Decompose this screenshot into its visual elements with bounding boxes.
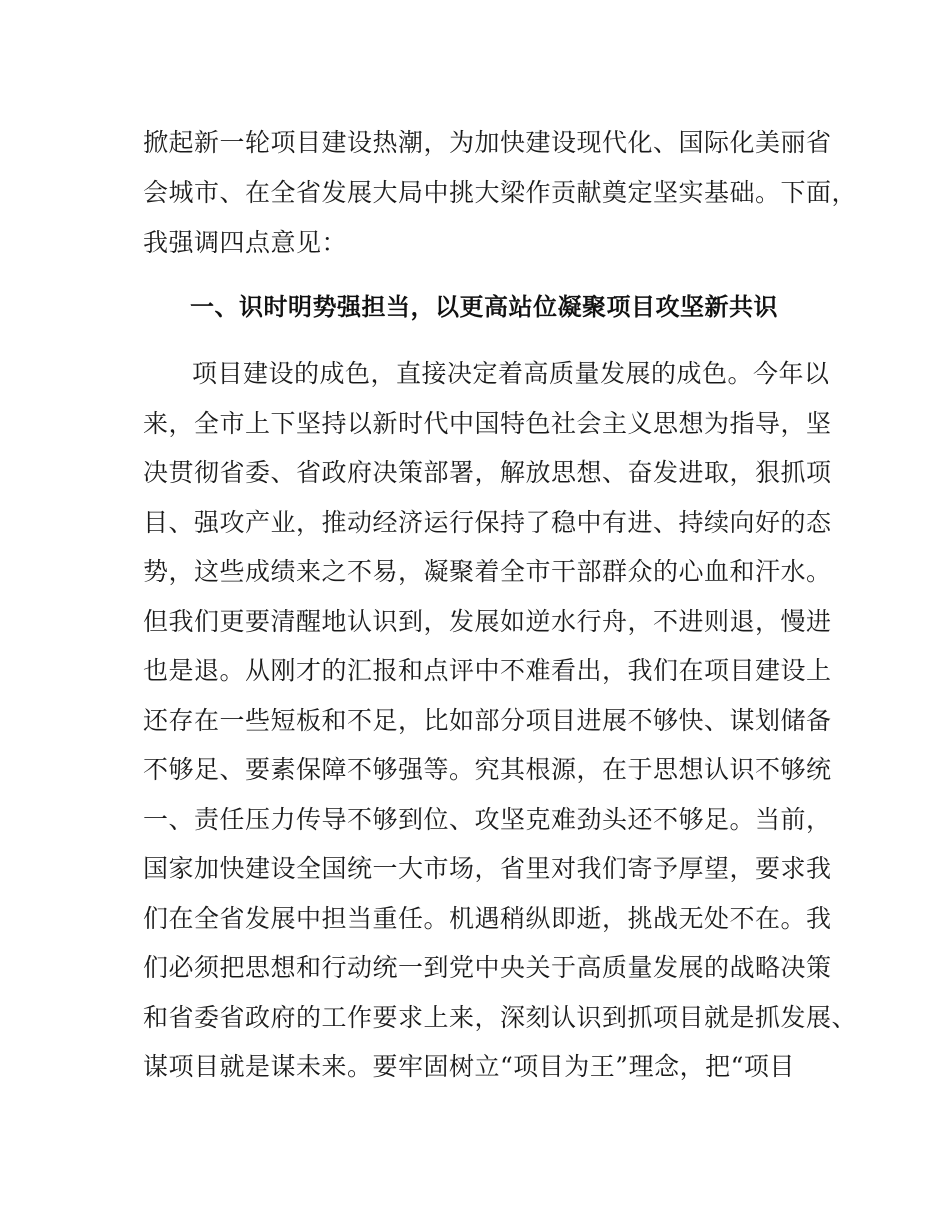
body-line-1: 项目建设的成色，直接决定着高质量发展的成色。今年以 <box>192 359 830 388</box>
body-line-3: 决贯彻省委、省政府决策部署，解放思想、奋发进取，狠抓项 <box>143 458 832 487</box>
body-line-2: 来，全市上下坚持以新时代中国特色社会主义思想为指导，坚 <box>143 409 832 438</box>
body-line-10: 一、责任压力传导不够到位、攻坚克难劲头还不够足。当前， <box>143 805 832 834</box>
body-line-5: 势，这些成绩来之不易，凝聚着全市干部群众的心血和汗水。 <box>143 557 832 586</box>
intro-line-2: 会城市、在全省发展大局中挑大梁作贡献奠定坚实基础。下面， <box>143 178 858 207</box>
section-heading: 一、识时明势强担当，以更高站位凝聚项目攻坚新共识 <box>190 293 778 321</box>
intro-line-3: 我强调四点意见： <box>143 228 348 257</box>
body-line-4: 目、强攻产业，推动经济运行保持了稳中有进、持续向好的态 <box>143 508 832 537</box>
body-line-11: 国家加快建设全国统一大市场，省里对我们寄予厚望，要求我 <box>143 854 832 883</box>
body-line-6: 但我们更要清醒地认识到，发展如逆水行舟，不进则退，慢进 <box>143 607 832 636</box>
body-line-13: 们必须把思想和行动统一到党中央关于高质量发展的战略决策 <box>143 953 832 982</box>
body-line-9: 不够足、要素保障不够强等。究其根源，在于思想认识不够统 <box>143 755 832 784</box>
body-line-12: 们在全省发展中担当重任。机遇稍纵即逝，挑战无处不在。我 <box>143 904 832 933</box>
body-line-14: 和省委省政府的工作要求上来，深刻认识到抓项目就是抓发展、 <box>143 1003 858 1032</box>
body-line-8: 还存在一些短板和不足，比如部分项目进展不够快、谋划储备 <box>143 706 832 735</box>
body-line-7: 也是退。从刚才的汇报和点评中不难看出，我们在项目建设上 <box>143 656 832 685</box>
body-line-15: 谋项目就是谋未来。要牢固树立“项目为王”理念，把“项目 <box>143 1052 795 1081</box>
intro-line-1: 掀起新一轮项目建设热潮，为加快建设现代化、国际化美丽省 <box>143 128 832 157</box>
